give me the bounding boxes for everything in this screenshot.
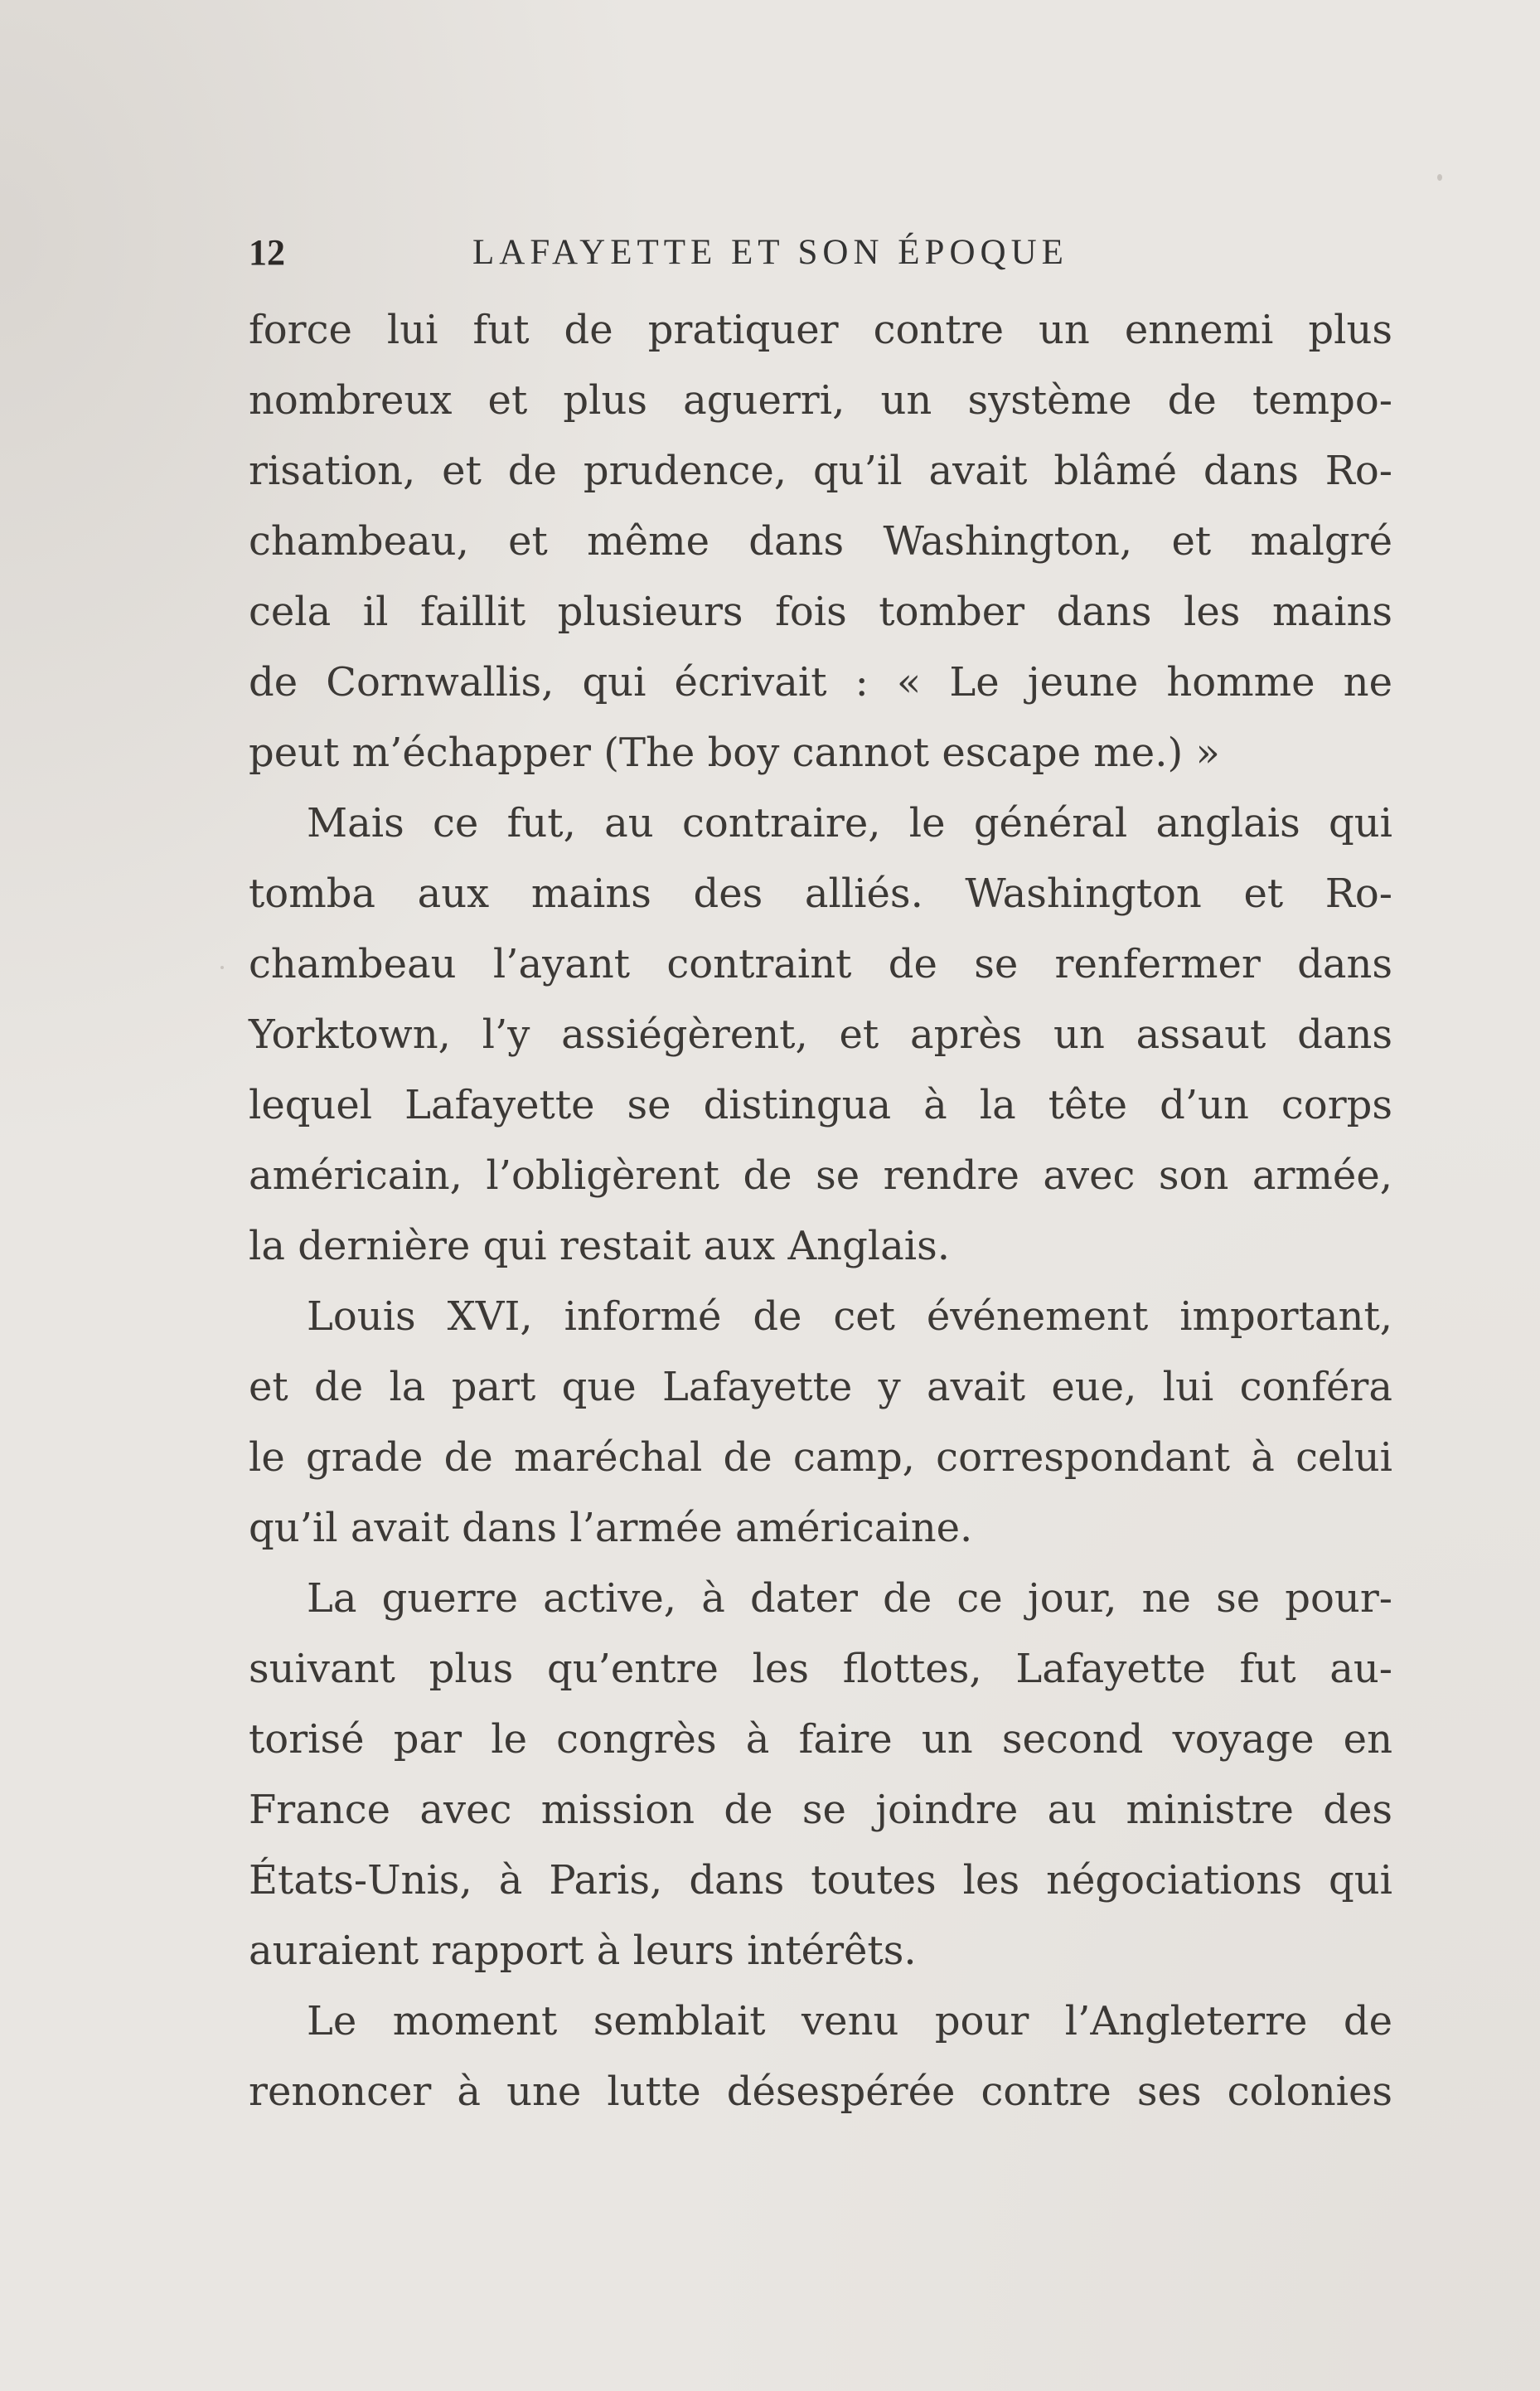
text-line: France avec mission de se joindre au ministre des xyxy=(249,1787,1392,1833)
text-line: qu’il avait dans l’armée américaine. xyxy=(249,1505,973,1551)
text-line: chambeau, et même dans Washington, et malgré xyxy=(249,518,1392,565)
text-line: risation, et de prudence, qu’il avait blâmé dans Ro- xyxy=(249,448,1392,494)
text-line: renoncer à une lutte désespérée contre ses colonies xyxy=(249,2068,1392,2115)
page-number: 12 xyxy=(249,232,285,273)
paper-speck xyxy=(1437,174,1442,181)
text-line: cela il faillit plusieurs fois tomber dans les mains xyxy=(249,589,1392,635)
text-line: la dernière qui restait aux Anglais. xyxy=(249,1223,950,1269)
text-line: chambeau l’ayant contraint de se renfermer dans xyxy=(249,941,1392,987)
text-line: de Cornwallis, qui écrivait : « Le jeune homme ne xyxy=(249,659,1392,706)
text-line: et de la part que Lafayette y avait eue, lui conféra xyxy=(249,1364,1392,1410)
paragraph-start-line: La guerre active, à dater de ce jour, ne se pour- xyxy=(307,1575,1392,1622)
paragraph-start-line: Louis XVI, informé de cet événement important, xyxy=(307,1293,1392,1340)
running-title: LAFAYETTE ET SON ÉPOQUE xyxy=(472,233,1068,272)
text-line: nombreux et plus aguerri, un système de tempo- xyxy=(249,377,1392,424)
text-line: le grade de maréchal de camp, correspondant à celui xyxy=(249,1434,1392,1481)
paragraph-start-line: Mais ce fut, au contraire, le général anglais qui xyxy=(307,800,1392,846)
text-line: force lui fut de pratiquer contre un ennemi plus xyxy=(249,307,1392,353)
page-header xyxy=(249,224,1392,282)
text-line: États-Unis, à Paris, dans toutes les négociations qui xyxy=(249,1857,1392,1904)
body-text xyxy=(249,295,1392,2127)
paper-speck xyxy=(220,966,224,969)
paragraph-start-line: Le moment semblait venu pour l’Angleterre de xyxy=(307,1998,1392,2044)
text-line: Yorktown, l’y assiégèrent, et après un assaut dans xyxy=(249,1011,1392,1058)
text-line: torisé par le congrès à faire un second voyage en xyxy=(249,1716,1392,1763)
text-line: lequel Lafayette se distingua à la tête d’un corps xyxy=(249,1082,1392,1128)
text-line: auraient rapport à leurs intérêts. xyxy=(249,1928,917,1974)
text-line: tomba aux mains des alliés. Washington et Ro- xyxy=(249,871,1392,917)
text-line: américain, l’obligèrent de se rendre avec son armée, xyxy=(249,1152,1392,1199)
text-line: peut m’échapper (The boy cannot escape me.) » xyxy=(249,730,1220,776)
text-line: suivant plus qu’entre les flottes, Lafayette fut au- xyxy=(249,1646,1392,1692)
